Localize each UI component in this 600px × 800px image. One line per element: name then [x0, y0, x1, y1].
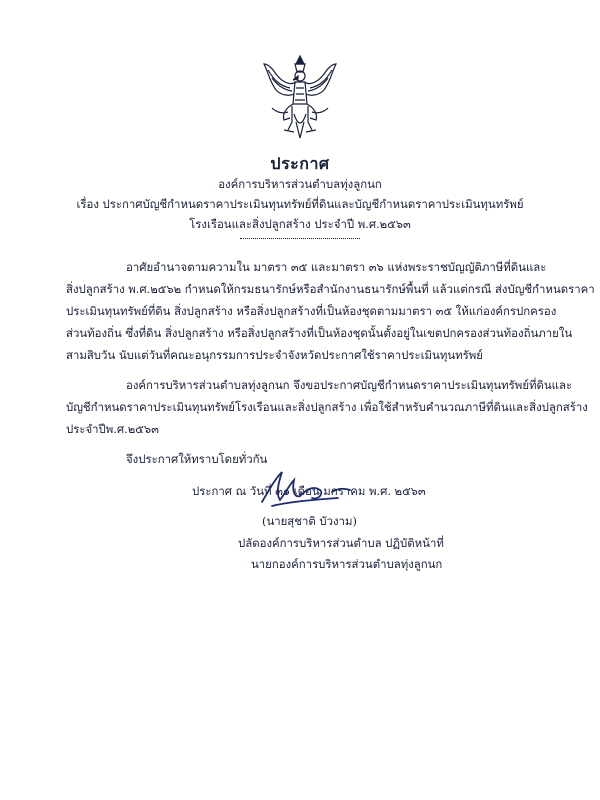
document-title: ประกาศ: [270, 154, 330, 173]
paragraph-1-line: สามสิบวัน นับแต่วันที่คณะอนุกรรมการประจำจังหวัดประกาศใช้ราคาประเมินทุนทรัพย์: [66, 348, 483, 362]
signer-position-1: ปลัดองค์การบริหารส่วนตำบล ปฏิบัติหน้าที่: [238, 536, 444, 550]
handwritten-signature-icon: [248, 462, 368, 514]
paragraph-2-line: องค์การบริหารส่วนตำบลทุ่งลูกนก จึงขอประกาศบัญชีกำหนดราคาประเมินทุนทรัพย์ที่ดินและ: [126, 378, 573, 392]
garuda-emblem-icon: [262, 52, 338, 140]
organization-name: องค์การบริหารส่วนตำบลทุ่งลูกนก: [218, 177, 382, 191]
announcement-text: จึงประกาศให้ทราบโดยทั่วกัน: [126, 452, 268, 466]
paragraph-2-line: บัญชีกำหนดราคาประเมินทุนทรัพย์โรงเรือนและสิ่งปลูกสร้าง เพื่อใช้สำหรับคำนวณภาษีที่ดินและสิ่งปลูกสร้าง: [66, 400, 588, 414]
paragraph-1-line: สิ่งปลูกสร้าง พ.ศ.๒๕๖๒ กำหนดให้กรมธนารักษ์หรือสำนักงานธนารักษ์พื้นที่ แล้วแต่กรณี ส่งบัญชีกำหนดราคา: [66, 282, 595, 296]
separator-dots: [240, 238, 360, 239]
paragraph-1-line: ประเมินทุนทรัพย์ที่ดิน สิ่งปลูกสร้าง หรือสิ่งปลูกสร้างที่เป็นห้องชุดตามมาตรา ๓๕ ให้แก่องค์กรปกครอง: [66, 304, 557, 318]
signer-position-2: นายกองค์การบริหารส่วนตำบลทุ่งลูกนก: [251, 557, 443, 571]
paragraph-1-line: ส่วนท้องถิ่น ซึ่งที่ดิน สิ่งปลูกสร้าง หรือสิ่งปลูกสร้างที่เป็นห้องชุดนั้นตั้งอยู่ในเขตปกครองส่วนท้องถิ่นภายใน: [66, 326, 573, 340]
signer-name: (นายสุชาติ บัวงาม): [262, 514, 357, 528]
paragraph-1-line: อาศัยอำนาจตามความใน มาตรา ๓๕ และมาตรา ๓๖ แห่งพระราชบัญญัติภาษีที่ดินและ: [126, 260, 547, 274]
subject-line-1: เรื่อง ประกาศบัญชีกำหนดราคาประเมินทุนทรัพย์ที่ดินและบัญชีกำหนดราคาประเมินทุนทรัพย์: [76, 197, 524, 211]
date-line: ประกาศ ณ วันที่ ๓๑ เดือน มกราคม พ.ศ. ๒๕๖๓: [192, 484, 426, 498]
paragraph-2-line: ประจำปีพ.ศ.๒๕๖๓: [66, 422, 159, 436]
subject-line-2: โรงเรือนและสิ่งปลูกสร้าง ประจำปี พ.ศ.๒๕๖๓: [189, 217, 411, 231]
